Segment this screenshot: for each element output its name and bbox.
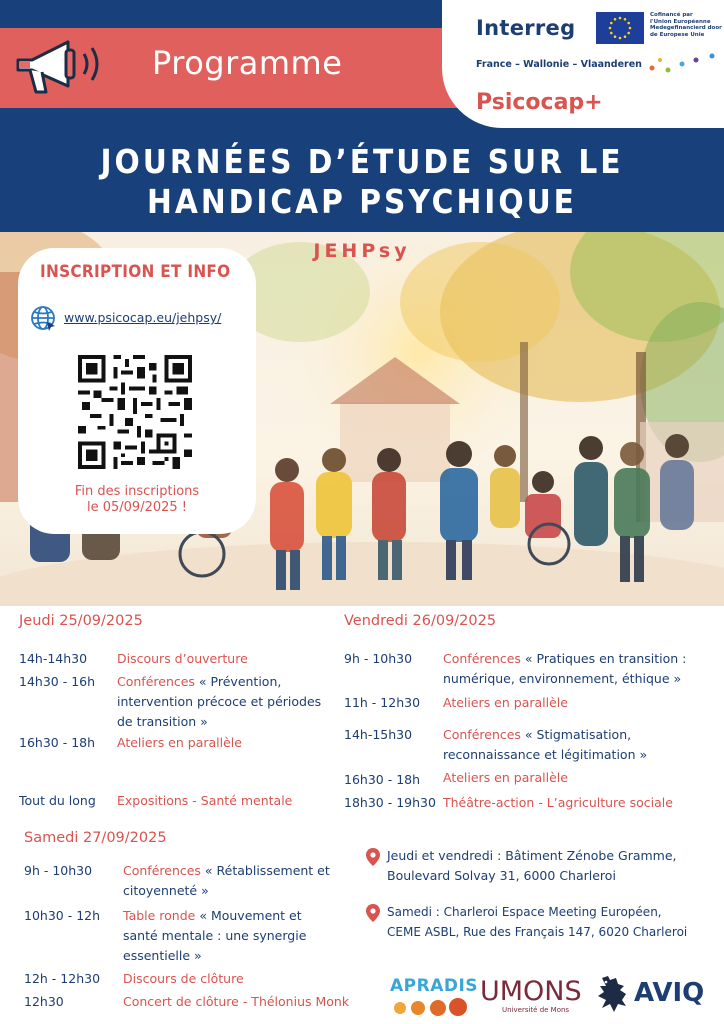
session-time: 18h30 - 19h30 [344, 795, 436, 810]
aviq-logo: AVIQ [634, 978, 705, 1008]
megaphone-icon [10, 36, 106, 100]
registration-deadline: Fin des inscriptions le 05/09/2025 ! [74, 484, 200, 515]
location-pin-icon [366, 848, 380, 866]
session-time: 16h30 - 18h [19, 735, 96, 750]
regions-text: France – Wallonie – Vlaanderen [476, 59, 642, 70]
session-time: 14h-14h30 [19, 651, 88, 666]
session-time: 10h30 - 12h [24, 908, 101, 923]
psicocap-logo: Psicocap+ [476, 90, 603, 115]
session-description: Table ronde « Mouvement et santé mentale : une synergie essentielle » [123, 908, 307, 963]
session-description: Ateliers en parallèle [443, 770, 568, 785]
venue-saturday: Samedi : Charleroi Espace Meeting Européen, CEME ASBL, Rue des Français 147, 6020 Charleroi [387, 905, 688, 939]
decorative-dots [646, 52, 720, 76]
session-description: Discours de clôture [123, 971, 244, 986]
friday-schedule [344, 649, 720, 819]
acronym: JEHPsy [313, 240, 411, 262]
saturday-schedule [24, 861, 364, 1021]
apradis-logo: APRADIS [390, 976, 479, 996]
session-time: 14h-15h30 [344, 727, 413, 742]
main-title: JOURNÉES D’ÉTUDE SUR LE HANDICAP PSYCHIQUE [100, 142, 624, 221]
eu-flag-icon [596, 12, 644, 44]
session-description: Conférences « Pratiques en transition : numérique, environnement, éthique » [443, 651, 687, 686]
session-time: 9h - 10h30 [344, 651, 413, 666]
interreg-logo: Interreg [476, 16, 576, 40]
session-description: Conférences « Stigmatisation, reconnaissance et légitimation » [443, 727, 648, 762]
session-description: Conférences « Rétablissement et citoyenneté » [123, 863, 330, 898]
session-time: 12h - 12h30 [24, 971, 101, 986]
session-time: 14h30 - 16h [19, 674, 96, 689]
programme-title: Programme [152, 44, 343, 82]
venue-thursday-friday: Jeudi et vendredi : Bâtiment Zénobe Gramme, Boulevard Solvay 31, 6000 Charleroi [387, 848, 677, 883]
apradis-dots [392, 996, 470, 1018]
umons-logo: UMONS [480, 976, 582, 1007]
session-time: 11h - 12h30 [344, 695, 421, 710]
session-description: Ateliers en parallèle [117, 735, 242, 750]
registration-title: INSCRIPTION ET INFO [40, 262, 231, 282]
saturday-title: Samedi 27/09/2025 [24, 830, 167, 846]
umons-subtitle: Université de Mons [502, 1006, 570, 1014]
session-description: Concert de clôture - Thélonius Monk [123, 994, 350, 1009]
location-pin-icon [366, 904, 380, 922]
session-description: Expositions - Santé mentale [117, 793, 293, 808]
session-time: 12h30 [24, 994, 64, 1009]
session-time: 16h30 - 18h [344, 772, 421, 787]
thursday-schedule [19, 649, 339, 819]
thursday-title: Jeudi 25/09/2025 [19, 613, 143, 629]
rooster-icon [596, 974, 630, 1014]
session-time: 9h - 10h30 [24, 863, 93, 878]
qr-code[interactable] [78, 355, 192, 469]
session-description: Conférences « Prévention, intervention précoce et périodes de transition » [117, 674, 322, 729]
eu-cofunding-text: Cofinancé par l'Union Européenne Medegefinancierd door de Europese Unie [650, 12, 722, 38]
session-description: Discours d’ouverture [117, 651, 248, 666]
registration-link[interactable]: www.psicocap.eu/jehpsy/ [64, 310, 222, 325]
globe-icon [30, 305, 56, 331]
session-description: Théâtre-action - L’agriculture sociale [443, 795, 673, 810]
session-time: Tout du long [19, 793, 96, 808]
session-description: Ateliers en parallèle [443, 695, 568, 710]
friday-title: Vendredi 26/09/2025 [344, 613, 497, 629]
